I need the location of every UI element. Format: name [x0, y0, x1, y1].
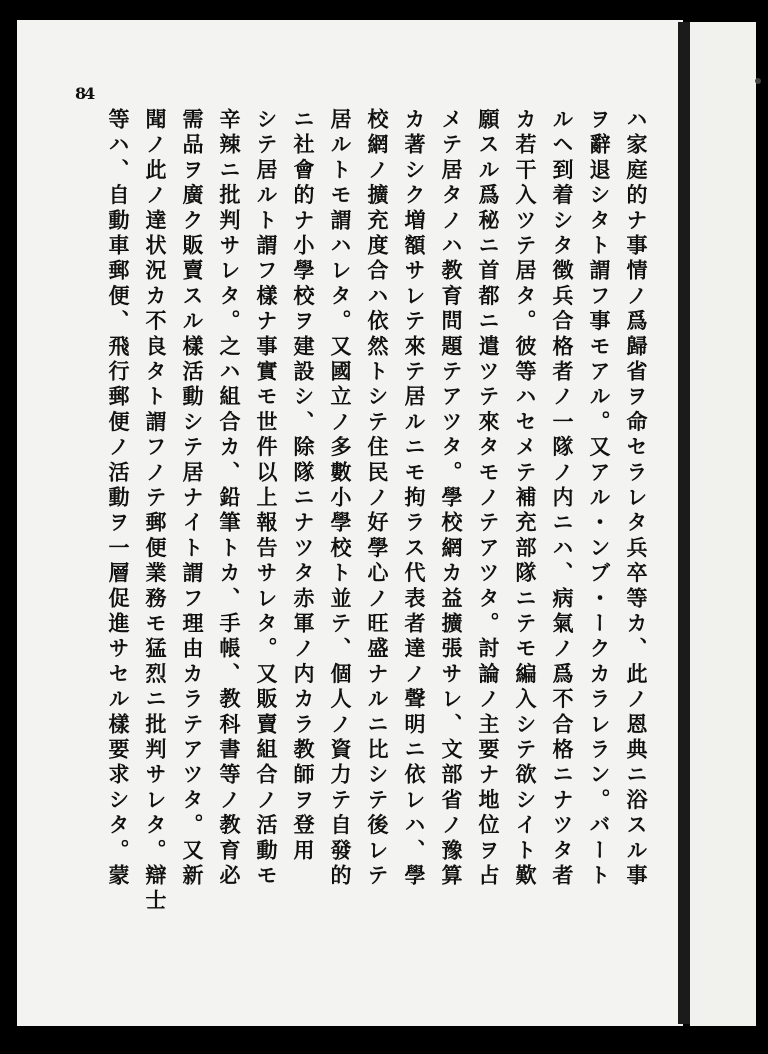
text-column-11: シテ居ルト謂フ樣ナ事實モ世件以上報告サレタ。又販賣組合ノ活動モ [254, 108, 279, 890]
text-column-13: 需品ヲ廣ク販賣スル樣活動シテ居ナイト謂フ理由カラテアツタ。又新 [180, 108, 205, 890]
text-column-12: 辛辣ニ批判サレタ。之ハ組合カ、鉛筆トカ、手帳、教科書等ノ教育必 [217, 108, 242, 890]
text-column-8: 校網ノ擴充度合ハ依然トシテ住民ノ好學心ノ旺盛ナルニ比シテ後レテ [365, 108, 390, 890]
text-column-2: ヲ辭退シタト謂フ事モアル。又アル・ンブ・ークカラレラン。バート [587, 108, 612, 890]
text-column-3: ルヘ到着シタ徴兵合格者ノ一隊ノ内ニハ、病氣ノ爲不合格ニナツタ者 [550, 108, 575, 890]
text-column-7: カ著シク増額サレテ來テ居ルニモ拘ラス代表者達ノ聲明ニ依レハ、學 [402, 108, 427, 890]
text-column-10: ニ社會的ナ小學校ヲ建設シ、除隊ニナツタ赤軍ノ内カラ教師ヲ登用 [291, 108, 316, 864]
binding-edge [678, 22, 690, 1024]
text-column-4: カ若干入ツテ居タ。彼等ハセメテ補充部隊ニテモ編入シテ欲シイト歎 [513, 108, 538, 890]
text-column-1: ハ家庭的ナ事情ノ爲歸省ヲ命セラレタ兵卒等カ、此ノ恩典ニ浴スル事 [624, 108, 649, 890]
body-text [107, 108, 647, 928]
scan-speck [755, 78, 761, 84]
text-column-15: 等ハ、自動車郵便、飛行郵便ノ活動ヲ一層促進サセル樣要求シタ。蒙 [106, 108, 131, 890]
text-column-14: 聞ノ此ノ達状況カ不良タト謂フノテ郵便業務モ猛烈ニ批判サレタ。辯士 [143, 108, 168, 915]
text-column-5: 願スル爲秘ニ首都ニ遣ツテ來タモノテアツタ。討論ノ主要ナ地位ヲ占 [476, 108, 501, 890]
adjacent-page-edge [690, 22, 756, 1026]
page-number: 84 [75, 84, 94, 103]
text-column-9: 居ルトモ謂ハレタ。又國立ノ多數小學校ト並テ、個人ノ資力テ自發的 [328, 108, 353, 890]
text-column-6: メテ居タノハ教育問題テアツタ。學校網カ益擴張サレ、文部省ノ豫算 [439, 108, 464, 890]
document-page [17, 20, 683, 1026]
